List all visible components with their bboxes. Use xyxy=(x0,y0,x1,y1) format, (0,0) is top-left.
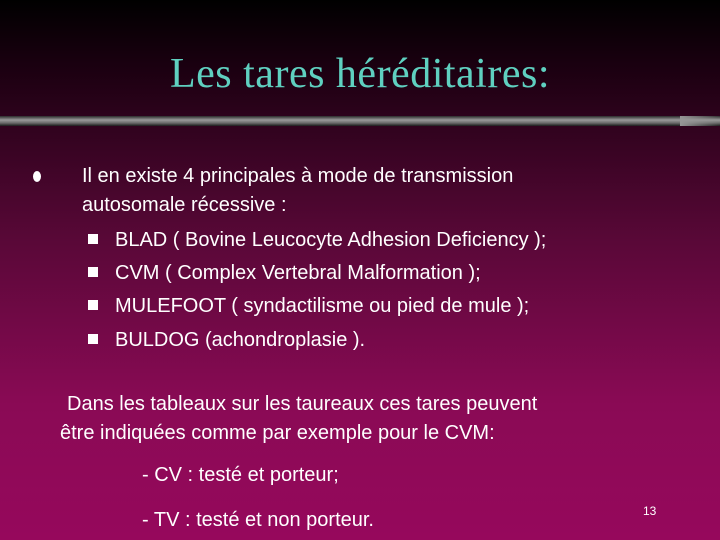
page-number: 13 xyxy=(643,504,657,518)
square-bullet-icon xyxy=(88,267,98,277)
main-bullet-text-line2: autosomale récessive : xyxy=(82,194,287,216)
paragraph-line1: Dans les tableaux sur les taureaux ces tares peuvent xyxy=(67,393,538,415)
sub-bullet-blad: BLAD ( Bovine Leucocyte Adhesion Deficiency ); xyxy=(115,229,547,251)
sub-bullet-buldog: BULDOG (achondroplasie ). xyxy=(115,329,366,351)
title-divider xyxy=(0,116,720,126)
bullet-dot-icon xyxy=(33,171,41,182)
square-bullet-icon xyxy=(88,300,98,310)
square-bullet-icon xyxy=(88,234,98,244)
legend-cv: - CV : testé et porteur; xyxy=(142,464,339,486)
paragraph-line2: être indiquées comme par exemple pour le CVM: xyxy=(60,422,495,444)
main-bullet-text-line1: Il en existe 4 principales à mode de transmission xyxy=(82,165,514,187)
square-bullet-icon xyxy=(88,334,98,344)
sub-bullet-cvm: CVM ( Complex Vertebral Malformation ); xyxy=(115,262,481,284)
slide-title: Les tares héréditaires: xyxy=(170,51,550,97)
sub-bullet-mulefoot: MULEFOOT ( syndactilisme ou pied de mule ); xyxy=(115,295,530,317)
legend-tv: - TV : testé et non porteur. xyxy=(142,509,374,531)
